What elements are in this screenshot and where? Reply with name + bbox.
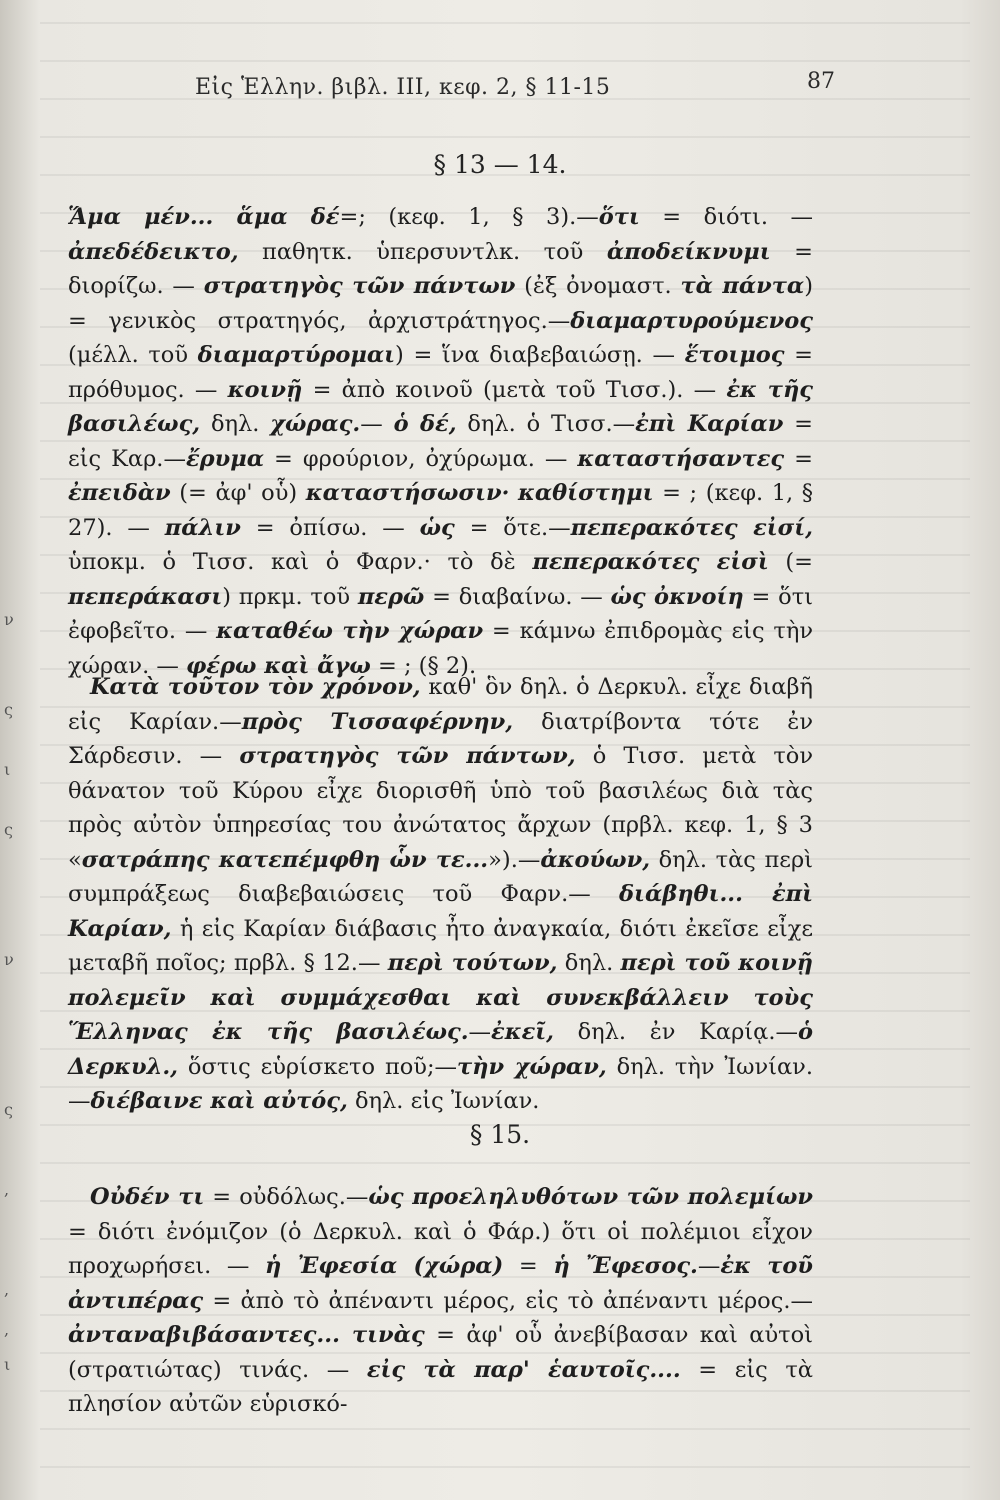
lemma: πεπερακότες εἰσὶ [532,549,769,575]
gloss-text: ἡ εἰς Καρίαν διάβασις ἦτο ἀναγκαία, διότι ἐκεῖσε εἶχε μεταβῆ ποῖος; πρβλ. § 12.— [68,915,813,976]
lemma: Κατὰ τοῦτον τὸν χρόνον, [90,674,421,700]
lemma: σατράπης κατεπέμφθη ὧν τε... [81,846,489,873]
left-margin-bleed [0,0,30,1500]
margin-mark: ι [4,1355,11,1374]
gloss-text: »).— [488,846,541,873]
gloss-text: (μέλλ. τοῦ [68,342,198,368]
lemma: καταστήσωσιν· [305,480,510,506]
gloss-text: = ὅτε.— [454,514,571,541]
lemma: ἡ Ἐφεσία (χώρα) [265,1253,504,1279]
commentary-paragraph [68,1180,813,1422]
gloss-text: =; (κεφ. 1, § 3).— [339,204,599,230]
gloss-text: = διότι ἐνόμιζον (ὁ Δερκυλ. καὶ ὁ Φάρ.) ὅτι οἱ πολέμιοι εἶχον προχωρήσει. — [68,1218,813,1279]
margin-mark: ν [4,610,14,629]
gloss-text: = ὅτι ἐφοβεῖτο. — [68,583,813,644]
lemma: τὴν χώραν, [457,1053,607,1080]
running-title: Εἰς Ἑλλην. βιβλ. III, κεφ. 2, § 11-15 [195,75,611,100]
gloss-text: = ἀπὸ τὸ ἀπέναντι μέρος, εἰς τὸ ἀπέναντι μέρος.— [203,1287,813,1314]
lemma: ἀκούων, [540,846,651,873]
lemma: περῶ [357,583,425,610]
gloss-text: δηλ. [557,950,621,976]
lemma: Οὐδέν τι [90,1184,205,1210]
lemma: ὁ δέ, [393,411,457,437]
lemma: τὰ πάντα [680,273,805,299]
gloss-text: — [468,1019,492,1045]
gloss-text: δηλ. ὁ Τισσ.— [456,411,636,437]
lemma: στρατηγὸς τῶν πάντων [203,273,516,299]
gloss-text: = κάμνω ἐπιδρομὰς εἰς τὴν χώραν. — [68,618,814,679]
gloss-text: — [360,411,394,437]
gloss-text: (ἐξ ὀνομαστ. [515,273,681,299]
gloss-text: = ἀφ' οὗ ἀνεβίβασαν καὶ αὐτοὶ (στρατιώτας) τινάς. — [68,1322,813,1383]
lemma: ὁ Δερκυλ., [68,1019,813,1080]
page-number: 87 [807,69,835,94]
gloss-text: (= ἀφ' οὗ) [170,480,306,506]
gloss-text: δηλ. εἰς Ἰωνίαν. [347,1088,540,1114]
margin-mark: , [4,1180,10,1199]
gloss-text: ) πρκμ. τοῦ [222,583,358,610]
gloss-text: = πρόθυμος. — [68,342,813,403]
lemma: διέβαινε καὶ αὐτός, [90,1088,348,1114]
lemma: ὡς [419,514,455,541]
lemma: περὶ τοῦ κοινῇ πολεμεῖν καὶ συμμάχεσθαι καὶ συνεκβάλλειν τοὺς Ἕλληνας ἐκ τῆς βασιλέως. [68,950,813,1045]
lemma: διάβηθι... ἐπὶ Καρίαν, [68,881,813,942]
lemma: καθίστημι [518,480,654,506]
lemma: ἐκ τῆς βασιλέως, [68,376,813,437]
gloss-text: ) = γενικὸς στρατηγός, ἀρχιστράτηγος.— [68,273,813,334]
gloss-text: = ; (§ 2). [370,652,477,679]
lemma: ἐκεῖ, [491,1019,554,1045]
lemma: ὅτι [598,204,640,230]
gloss-text: = ; (κεφ. 1, § 27). — [68,480,813,541]
gloss-text: = διότι. — [639,204,813,230]
gloss-text [509,480,518,506]
margin-mark: ν [4,950,14,969]
lemma: ἐπὶ Καρίαν [635,411,784,437]
lemma: πάλιν [164,514,241,541]
gloss-text: = οὐδόλως.— [204,1184,369,1210]
lemma: ἀνταναβιβάσαντες... τινὰς [68,1322,425,1348]
gloss-text: ὁ Τισσ. μετὰ τὸν θάνατον τοῦ Κύρου εἶχε διορισθῆ ὑπὸ τοῦ βασιλέως διὰ τὰς πρὸς αὐτὸν ὑπηρεσίας του ἀνώτατος ἄρχων (πρβλ. κεφ. 1, § 3 « [68,743,813,873]
gloss-text: παθητκ. ὑπερσυντλκ. τοῦ [238,238,607,265]
gloss-text: δηλ. [200,411,271,437]
gloss-text: = εἰς τὰ πλησίον αὐτῶν εὑρισκό- [68,1356,813,1417]
lemma: ὡς προεληλυθότων τῶν πολεμίων [368,1184,814,1210]
margin-mark: , [4,1280,10,1299]
gloss-text: ὑποκμ. ὁ Τισσ. καὶ ὁ Φαρν.· τὸ δὲ [68,549,533,575]
margin-mark: ι [4,760,11,779]
gloss-text: = [784,445,813,472]
gloss-text: = ὀπίσω. — [240,514,420,541]
lemma: ἀπεδέδεικτο, [68,238,239,265]
gloss-text: = ἀπὸ κοινοῦ (μετὰ τοῦ Τισσ.). — [302,376,727,403]
gloss-text: = διαβαίνω. — [424,583,611,610]
lemma: πρὸς Τισσαφέρνην, [241,708,514,735]
lemma: ἀποδείκνυμι [606,238,771,265]
gloss-text: ὅστις εὑρίσκετο ποῦ;— [178,1053,458,1080]
lemma: χώρας. [270,411,361,437]
gloss-text: = εἰς Καρ.— [68,411,813,472]
gloss-text: — [697,1253,721,1279]
margin-mark: ς [4,820,13,839]
lemma: στρατηγὸς τῶν πάντων, [239,743,576,769]
section-heading: § 15. [469,1120,531,1149]
margin-mark: , [4,1320,10,1339]
lemma: διαμαρτυρούμενος [570,307,813,334]
lemma: κοινῇ [227,376,303,403]
lemma: Ἅμα μέν... ἅμα δέ [68,204,340,230]
margin-mark: ς [4,700,13,719]
lemma: καταθέω τὴν χώραν [216,618,484,644]
gloss-text: ) = ἵνα διαβεβαιώσῃ. — [395,342,685,368]
margin-mark: ς [4,1100,13,1119]
gloss-text: = φρούριον, ὀχύρωμα. — [264,445,578,472]
gloss-text: = διορίζω. — [68,238,813,299]
gloss-text: (= [768,549,813,575]
lemma: ὡς ὀκνοίη [610,583,744,610]
commentary-paragraph [68,670,813,1119]
lemma: ἔρυμα [185,445,265,472]
lemma: ἡ Ἔφεσος. [553,1253,698,1279]
commentary-paragraph [68,200,813,683]
gloss-text: δηλ. τὰς περὶ συμπράξεως διαβεβαιώσεις τοῦ Φαρν.— [68,846,813,907]
lemma: εἰς τὰ παρ' ἑαυτοῖς.... [366,1356,681,1383]
lemma: καταστήσαντες [577,445,785,472]
lemma: πεπεράκασι [68,583,223,610]
gloss-text: διατρίβοντα τότε ἐν Σάρδεσιν. — [68,708,814,769]
lemma: ἕτοιμος [684,342,785,368]
lemma: ἐπειδὰν [68,480,171,506]
lemma: φέρω καὶ ἄγω [186,652,371,679]
lemma: διαμαρτύρομαι [197,342,396,368]
gloss-text: δηλ. τὴν Ἰωνίαν. — [68,1053,814,1114]
lemma: περὶ τούτων, [387,950,558,976]
section-heading: § 13 — 14. [433,150,567,179]
gloss-text: = [503,1253,554,1279]
gloss-text: καθ' ὃν δηλ. ὁ Δερκυλ. εἶχε διαβῆ εἰς Καρίαν.— [68,674,813,735]
lemma: ἐκ τοῦ ἀντιπέρας [68,1253,813,1314]
gloss-text: δηλ. ἐν Καρίᾳ.— [554,1019,798,1045]
lemma: πεπερακότες εἰσί, [570,514,813,541]
